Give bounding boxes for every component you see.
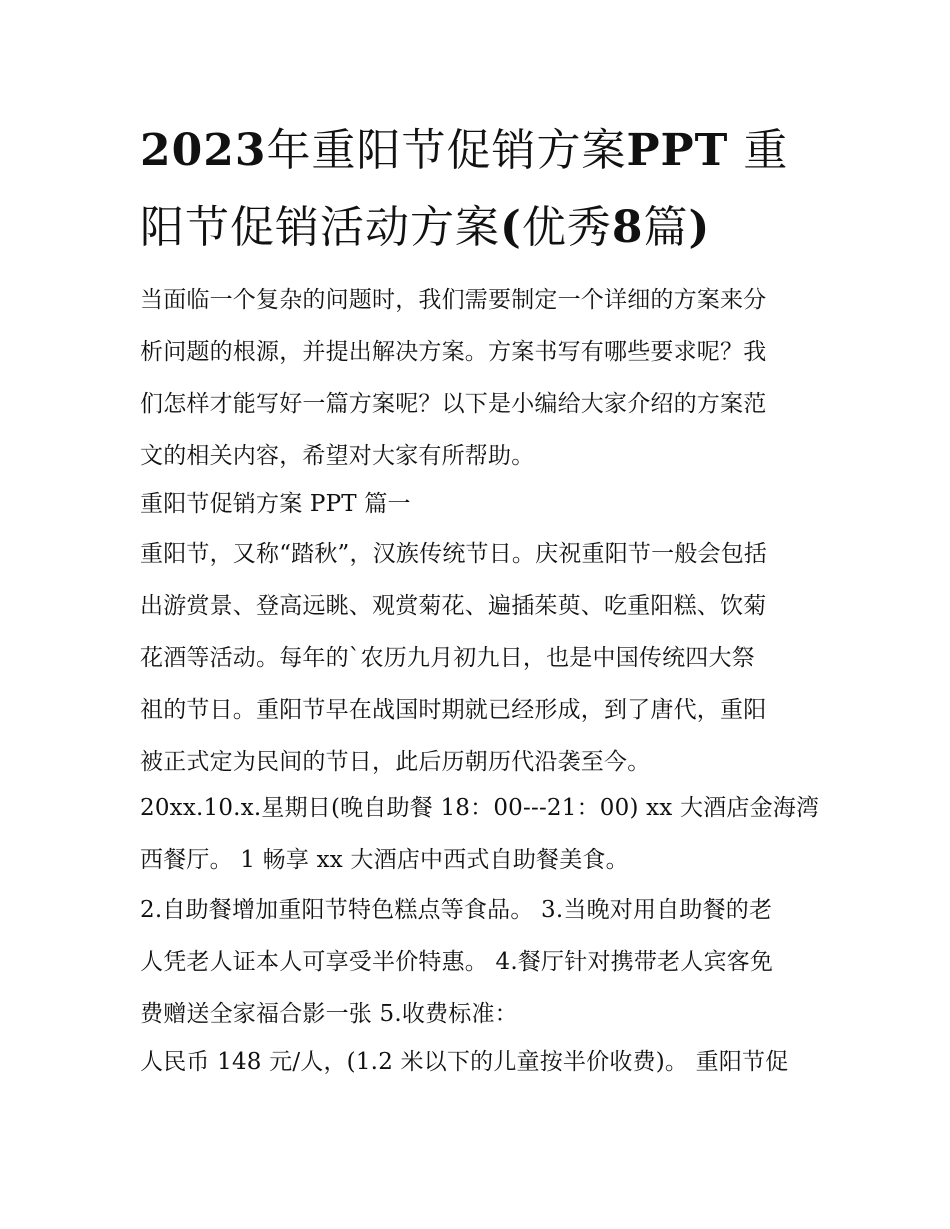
- text-line: 20xx.10.x.星期日(晚自助餐 18：00---21：00) xx 大酒店金海湾: [140, 795, 820, 821]
- paragraph-pricing: [140, 1036, 820, 1088]
- title-text: 篇: [643, 202, 689, 253]
- text-line: 人民币 148 元/人，(1.2 米以下的儿童按半价收费)。 重阳节促: [140, 1049, 789, 1075]
- paragraph-festival-intro: [140, 528, 820, 788]
- title-text: 阳节促销活动方案: [140, 202, 500, 253]
- title-year: 2023: [140, 125, 267, 176]
- text-line: 2.自助餐增加重阳节特色糕点等食品。 3.当晚对用自助餐的老: [140, 897, 773, 923]
- text-line: 费赠送全家福合影一张 5.收费标准：: [140, 1001, 518, 1027]
- intro-paragraph: [140, 274, 820, 482]
- text-line: 被正式定为民间的节日，此后历朝历代沿袭至今。: [140, 749, 651, 775]
- text-line: 花酒等活动。每年的`农历九月初九日，也是中国传统四大祭: [140, 645, 755, 671]
- text-line: 出游赏景、登高远眺、观赏菊花、遍插茱萸、吃重阳糕、饮菊: [140, 593, 767, 619]
- title-paren-open: (: [500, 202, 522, 253]
- section-heading: [140, 478, 820, 530]
- section-heading-text: 重阳节促销方案 PPT 篇一: [140, 491, 411, 517]
- title-text: 优秀: [521, 202, 612, 253]
- text-line: 们怎样才能写好一篇方案呢？以下是小编给大家介绍的方案范: [140, 391, 767, 417]
- text-line: 当面临一个复杂的问题时，我们需要制定一个详细的方案来分: [140, 287, 767, 313]
- text-line: 重阳节，又称“踏秋”，汉族传统节日。庆祝重阳节一般会包括: [140, 541, 768, 567]
- text-line: 人凭老人证本人可享受半价特惠。 4.餐厅针对携带老人宾客免: [140, 949, 774, 975]
- title-paren-close: ): [688, 202, 711, 253]
- title-text: 年重阳节促销方案: [266, 125, 627, 176]
- document-title: [140, 112, 820, 266]
- title-text: 重: [728, 125, 789, 176]
- paragraph-event-time: [140, 782, 820, 886]
- title-line-2: [140, 189, 820, 266]
- text-line: 祖的节日。重阳节早在战国时期就已经形成，到了唐代，重阳: [140, 697, 767, 723]
- text-line: 析问题的根源，并提出解决方案。方案书写有哪些要求呢？我: [140, 339, 767, 365]
- paragraph-event-details: [140, 884, 820, 1040]
- text-line: 西餐厅。 1 畅享 xx 大酒店中西式自助餐美食。: [140, 847, 629, 873]
- title-line-1: [140, 112, 820, 189]
- title-count: 8: [611, 202, 644, 253]
- text-line: 文的相关内容，希望对大家有所帮助。: [140, 443, 535, 469]
- title-ppt: PPT: [626, 125, 729, 176]
